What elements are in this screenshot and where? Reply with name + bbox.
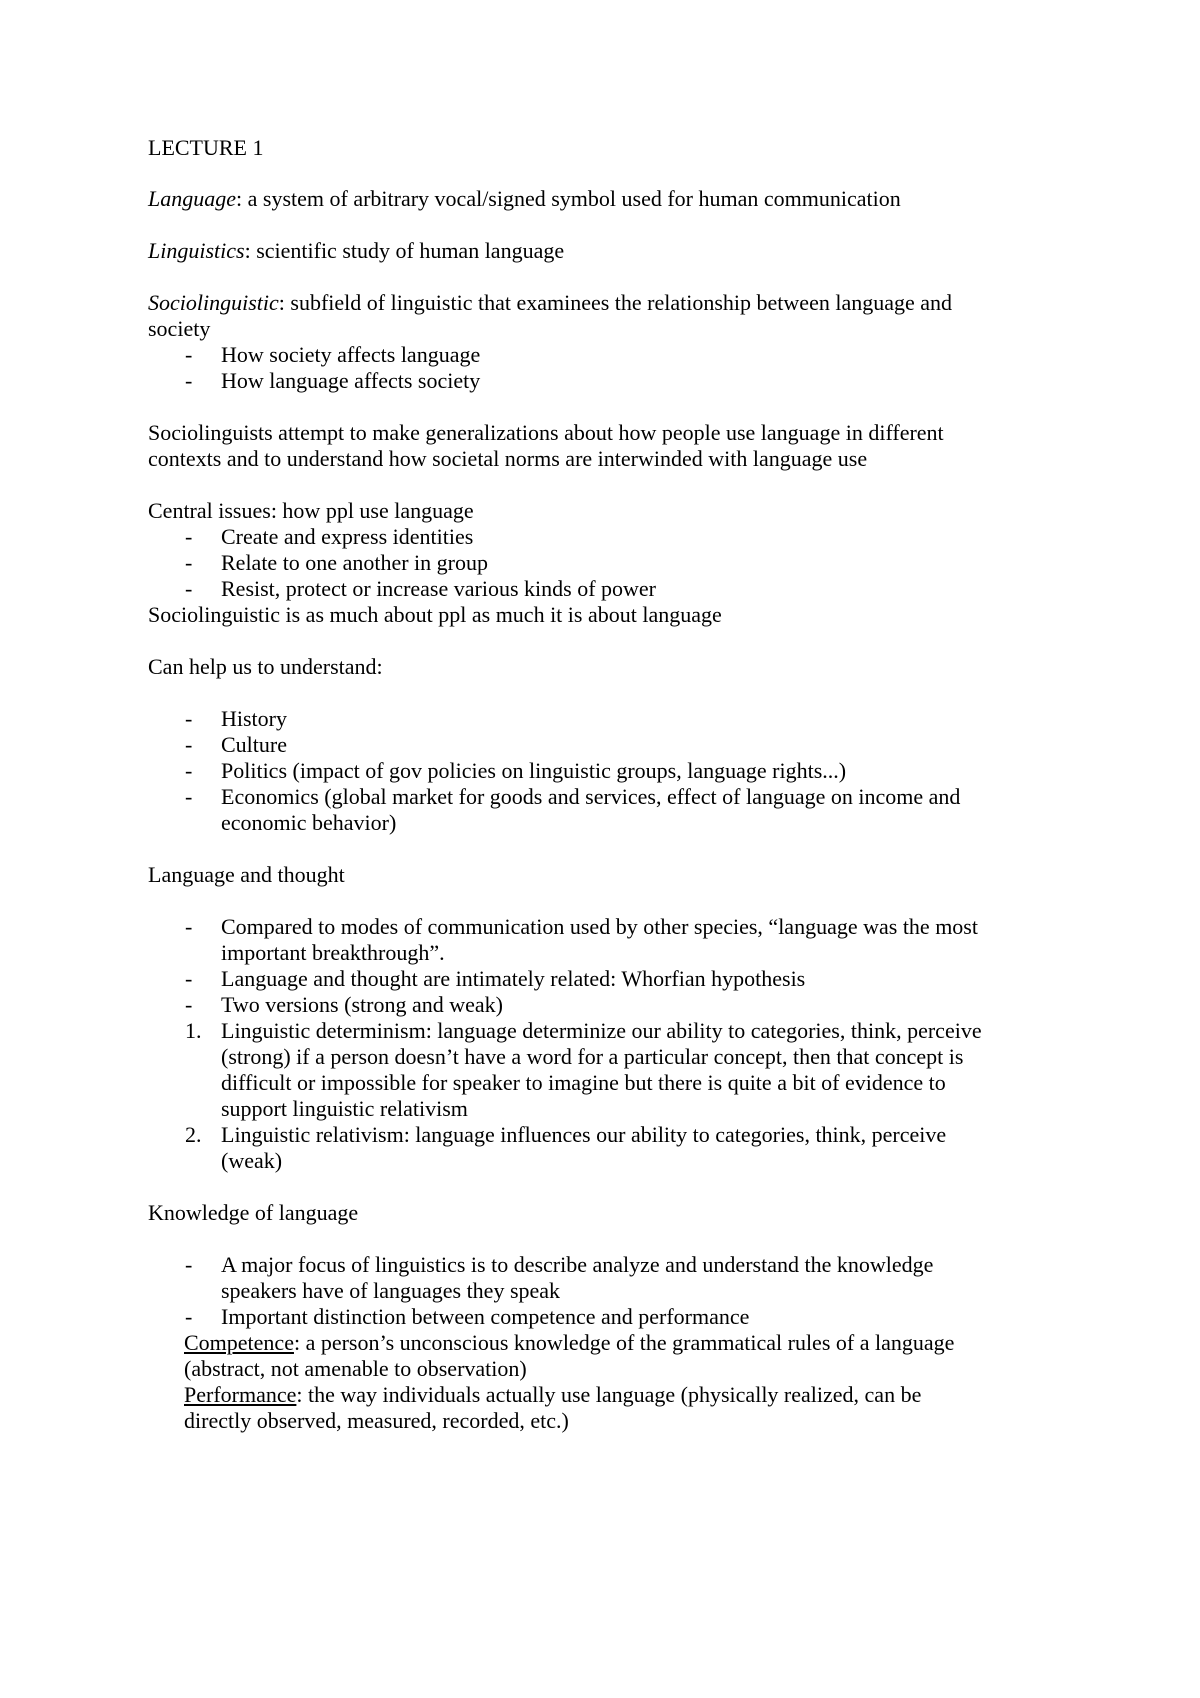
list-item: Language and thought are intimately related: Whorfian hypothesis [221, 966, 806, 991]
definition-linguistics [148, 237, 564, 265]
definition-performance [184, 1381, 921, 1409]
bullet-dash: - [185, 368, 193, 393]
numbered-item: Linguistic determinism: language determinize our ability to categories, think, perceive [221, 1018, 982, 1043]
list-item: Resist, protect or increase various kinds of power [221, 576, 656, 601]
definition-sociolinguistic-text: : subfield of linguistic that examinees the relationship between language and [278, 290, 953, 315]
list-item: How language affects society [221, 368, 481, 393]
bullet-dash: - [185, 992, 193, 1017]
bullet-dash: - [185, 550, 193, 575]
numbered-item: Linguistic relativism: language influences our ability to categories, think, perceive [221, 1122, 947, 1147]
bullet-dash: - [185, 732, 193, 757]
bullet-dash: - [185, 758, 193, 783]
bullet-dash: - [185, 914, 193, 939]
term-competence: Competence [184, 1330, 294, 1355]
paragraph-line: contexts and to understand how societal norms are interwinded with language use [148, 446, 868, 471]
numbered-marker: 1. [185, 1018, 202, 1043]
list-item: Politics (impact of gov policies on linguistic groups, language rights...) [221, 758, 847, 783]
definition-sociolinguistic-cont: society [148, 316, 211, 341]
definition-language-text: : a system of arbitrary vocal/signed symbol used for human communication [236, 186, 901, 211]
list-item: Economics (global market for goods and services, effect of language on income and [221, 784, 961, 809]
term-performance: Performance [184, 1382, 297, 1407]
bullet-dash: - [185, 342, 193, 367]
definition-performance-text: : the way individuals actually use language (physically realized, can be [296, 1382, 922, 1407]
section-heading-knowledge: Knowledge of language [148, 1200, 359, 1225]
paragraph-line: Sociolinguists attempt to make generalizations about how people use language in different [148, 420, 944, 445]
term-linguistics: Linguistics [148, 238, 245, 263]
list-item: Important distinction between competence and performance [221, 1304, 750, 1329]
bullet-dash: - [185, 524, 193, 549]
lecture-title: LECTURE 1 [148, 135, 264, 160]
list-item: Two versions (strong and weak) [221, 992, 503, 1017]
definition-competence-text: : a person’s unconscious knowledge of the grammatical rules of a language [293, 1330, 955, 1355]
list-item: Relate to one another in group [221, 550, 488, 575]
section-heading-language-thought: Language and thought [148, 862, 345, 887]
list-item-cont: important breakthrough”. [221, 940, 445, 965]
definition-performance-cont: directly observed, measured, recorded, etc.) [184, 1408, 569, 1433]
numbered-item-cont: (strong) if a person doesn’t have a word for a particular concept, then that concept is [221, 1044, 964, 1069]
section-heading-can-help: Can help us to understand: [148, 654, 383, 679]
definition-sociolinguistic [148, 289, 952, 317]
paragraph-line: Sociolinguistic is as much about ppl as much it is about language [148, 602, 722, 627]
bullet-dash: - [185, 784, 193, 809]
list-item: Create and express identities [221, 524, 474, 549]
bullet-dash: - [185, 576, 193, 601]
definition-competence-cont: (abstract, not amenable to observation) [184, 1356, 527, 1381]
definition-language [148, 185, 901, 213]
term-language: Language [148, 186, 236, 211]
list-item: How society affects language [221, 342, 481, 367]
numbered-item-cont: support linguistic relativism [221, 1096, 468, 1121]
numbered-item-cont: (weak) [221, 1148, 283, 1173]
section-heading-central-issues: Central issues: how ppl use language [148, 498, 474, 523]
list-item: A major focus of linguistics is to describe analyze and understand the knowledge [221, 1252, 934, 1277]
numbered-item-cont: difficult or impossible for speaker to imagine but there is quite a bit of evidence to [221, 1070, 946, 1095]
bullet-dash: - [185, 966, 193, 991]
bullet-dash: - [185, 706, 193, 731]
term-sociolinguistic: Sociolinguistic [148, 290, 279, 315]
list-item-cont: economic behavior) [221, 810, 397, 835]
definition-competence [184, 1329, 954, 1357]
bullet-dash: - [185, 1252, 193, 1277]
numbered-marker: 2. [185, 1122, 202, 1147]
list-item: History [221, 706, 287, 731]
list-item: Culture [221, 732, 287, 757]
definition-linguistics-text: : scientific study of human language [244, 238, 565, 263]
list-item: Compared to modes of communication used by other species, “language was the most [221, 914, 978, 939]
bullet-dash: - [185, 1304, 193, 1329]
list-item-cont: speakers have of languages they speak [221, 1278, 561, 1303]
